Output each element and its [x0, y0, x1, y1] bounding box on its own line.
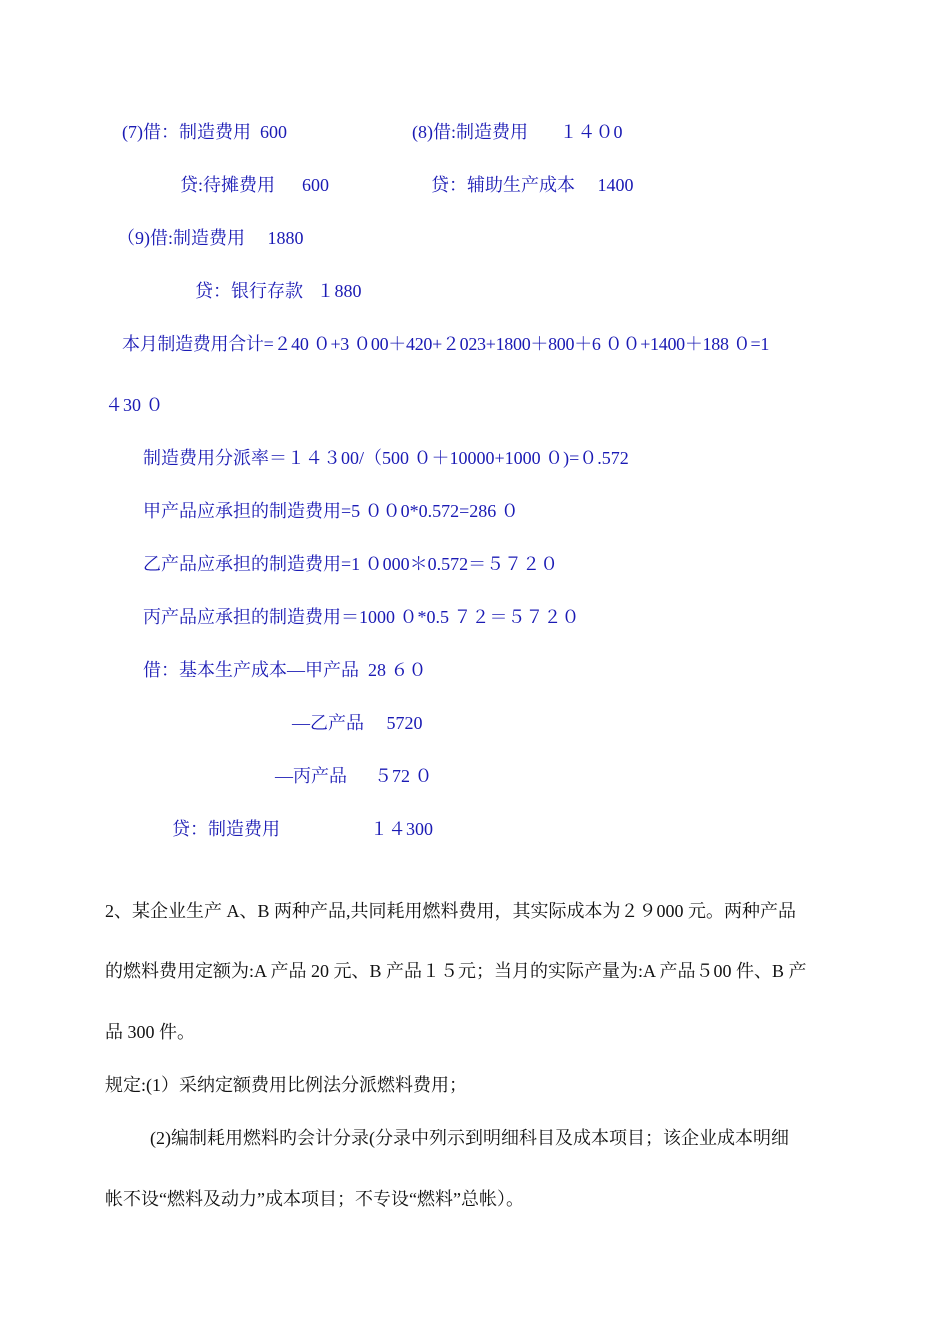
journal-debit-jia: 借：基本生产成本—甲产品 28 ６０: [143, 660, 427, 680]
problem-2-line-3: 品 300 件。: [105, 1022, 195, 1042]
entry-7-debit: (7)借：制造费用 600: [122, 122, 287, 142]
product-yi-cost: 乙产品应承担的制造费用=1 ０000＊0.572＝５７２０: [143, 554, 559, 574]
entry-7-credit: 贷:待摊费用 600: [180, 175, 330, 195]
entry-8-credit: 贷：辅助生产成本 1400: [431, 175, 634, 195]
journal-debit-yi: —乙产品 5720: [292, 713, 423, 733]
product-jia-cost: 甲产品应承担的制造费用=5 ００0*0.572=286 ０: [143, 501, 519, 521]
requirement-1: 规定:(1）采纳定额费用比例法分派燃料费用；: [105, 1075, 467, 1095]
product-bing-cost: 丙产品应承担的制造费用＝1000 ０*0.5 ７２＝５７２０: [143, 607, 580, 627]
monthly-total-line-2: ４30 ０: [105, 395, 164, 415]
requirement-2-line-1: (2)编制耗用燃料旳会计分录(分录中列示到明细科目及成本项目；该企业成本明细: [150, 1128, 789, 1148]
monthly-total-line-1: 本月制造费用合计=２40 ０+3 ０00＋420+２023+1800＋800＋6 ００+1400＋188 ０=1: [122, 334, 770, 354]
entry-9-credit: 贷：银行存款 １880: [195, 281, 362, 301]
problem-2-line-2: 的燃料费用定额为:A 产品 20 元、B 产品１５元；当月的实际产量为:A 产品５00 件、B 产: [105, 961, 807, 981]
journal-debit-bing: —丙产品 ５72 ０: [275, 766, 433, 786]
journal-credit: 贷：制造费用 １４300: [172, 819, 433, 839]
entry-9-debit: （9)借:制造费用 1880: [117, 228, 304, 248]
requirement-2-line-2: 帐不设“燃料及动力”成本项目；不专设“燃料”总帐）。: [105, 1189, 524, 1209]
problem-2-line-1: 2、某企业生产 A、B 两种产品,共同耗用燃料费用，其实际成本为２９000 元。两种产品: [105, 901, 797, 921]
entry-8-debit: (8)借:制造费用 １４０0: [412, 122, 623, 142]
allocation-rate: 制造费用分派率＝１４３00/（500 ０＋10000+1000 ０)=０.572: [143, 448, 629, 468]
